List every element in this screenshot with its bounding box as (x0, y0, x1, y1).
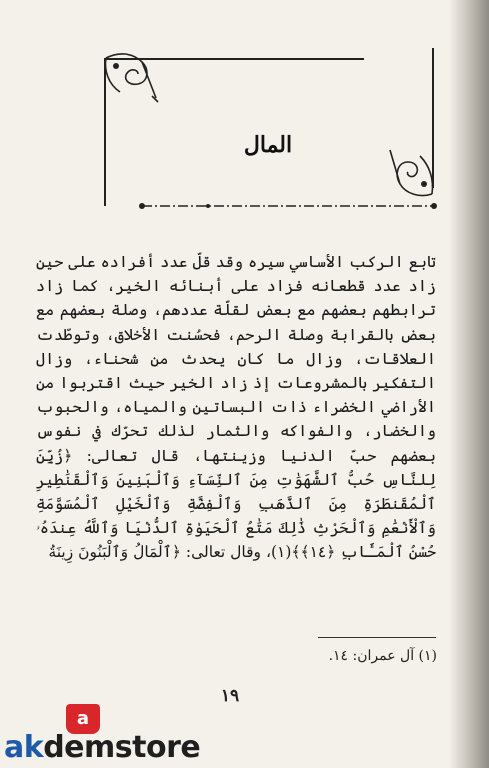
watermark-text (4, 730, 200, 765)
watermark-text-part2: demstore (43, 730, 201, 765)
body-paragraph: تابع الركب الأساسي سيره وقد قلّ عدد أفراده على حين زاد عدد قطعانه فزاد على أبنائه الخير، كما زاد ترابطهم بعضهم مع بعض لقلّة عددهم، وصلة بعضهم مع بعض بالقرابة وصلة الرحم، فحسُنت الأخلاق، وتوطّدت العلاقات، وزال ما كان يحدث من شحناء، وزال التفكير بالمشروعات إذ زاد الخير حيث اقتربوا من الأراضي الخضراء ذات البساتين والمياه، والحبوب والخضار، والفواكه والثمار لذلك تحرّك في نفوس بعضهم حبّ الدنيا وزينتها، قال تعالى: ﴿زُيِّنَ لِلنَّاسِ حُبُّ ٱلشَّهَوَٰتِ مِنَ ٱلنِّسَآءِ وَٱلْبَنِينَ وَٱلْقَنَٰطِيرِ ٱلْمُقَنطَرَةِ مِنَ ٱلذَّهَبِ وَٱلْفِضَّةِ وَٱلْخَيْلِ ٱلْمُسَوَّمَةِ وَٱلْأَنْعَٰمِ وَٱلْحَرْثِ ذَٰلِكَ مَتَٰعُ ٱلْحَيَوٰةِ ٱلدُّنْيَا وَٱللَّهُ عِندَهُۥ حُسْنُ ٱلْمَـَٔابِ ﴿١٤﴾﴾(١)، وقال تعالى: ﴿ٱلْمَالُ وَٱلْبَنُونَ زِينَةُ (36, 253, 436, 562)
footnote-separator (318, 637, 436, 638)
watermark-text-part1: ak (4, 730, 44, 765)
top-left-ornament-icon (98, 48, 162, 108)
page-edge-shadow (449, 0, 489, 768)
page-number: ١٩ (220, 686, 240, 706)
chapter-title: المال (243, 132, 293, 158)
body-text (36, 250, 436, 565)
logo-mark-glyph: a (76, 708, 90, 729)
watermark-logo (4, 700, 204, 766)
footnote: (١) آل عمران: ١٤. (328, 648, 437, 664)
chapter-header-frame (98, 48, 438, 206)
frame-bottom-dashed-line (138, 198, 438, 214)
